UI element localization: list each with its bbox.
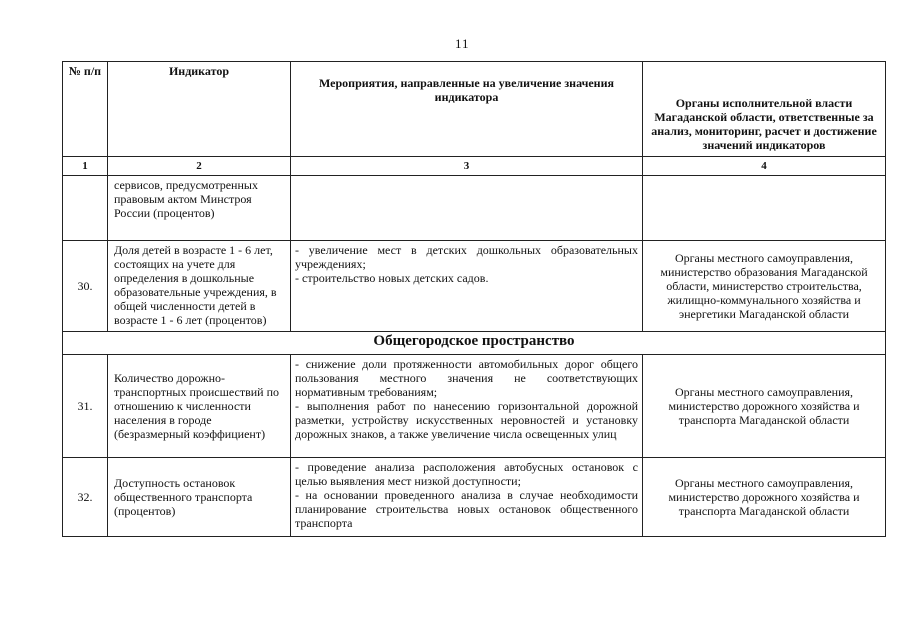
header-authorities: Органы исполнительной власти Магаданской области, ответственные за анализ, мониторинг, расчет и достижение значений индикаторов <box>643 62 886 157</box>
table-header-row <box>63 62 886 157</box>
measure-item: - на основании проведенного анализа в случае необходимости планирование строительства новых остановок общественного транспорта <box>295 488 638 530</box>
header-measures: Мероприятия, направленные на увеличение значения индикатора <box>291 62 643 157</box>
authorities-cell: Органы местного самоуправления, министерство дорожного хозяйства и транспорта Магаданской области <box>643 355 886 458</box>
table-row-31 <box>63 355 886 458</box>
column-number: 4 <box>643 157 886 176</box>
row-number: 31. <box>63 355 108 458</box>
column-number: 2 <box>108 157 291 176</box>
measure-item: - строительство новых детских садов. <box>295 271 489 285</box>
measure-item: - проведение анализа расположения автобусных остановок с целью выявления мест низкой доступности; <box>295 460 638 488</box>
indicator-cell: Доступность остановок общественного транспорта (процентов) <box>108 458 291 537</box>
column-number: 3 <box>291 157 643 176</box>
header-indicator: Индикатор <box>108 62 291 157</box>
row-number: 30. <box>63 241 108 332</box>
row-number: 32. <box>63 458 108 537</box>
header-num: № п/п <box>63 62 108 157</box>
measures-cell <box>291 355 643 458</box>
measures-cell <box>291 241 643 332</box>
authorities-cell: Органы местного самоуправления, министерство дорожного хозяйства и транспорта Магаданской области <box>643 458 886 537</box>
indicators-table <box>62 61 886 537</box>
measure-item: - выполнения работ по нанесению горизонтальной дорожной разметки, устройству искусственных неровностей и установку дорожных знаков, а также увеличение числа освещенных улиц <box>295 399 638 441</box>
measure-item: - увеличение мест в детских дошкольных образовательных учреждениях; <box>295 243 638 271</box>
column-number: 1 <box>63 157 108 176</box>
table-row-32 <box>63 458 886 537</box>
section-row <box>63 332 886 355</box>
authorities-cell: Органы местного самоуправления, министерство образования Магаданской области, министерство строительства, жилищно-коммунального хозяйства и энергетики Магаданской области <box>643 241 886 332</box>
table-row-30 <box>63 241 886 332</box>
indicator-cell: Доля детей в возрасте 1 - 6 лет, состоящих на учете для определения в дошкольные образовательные учреждения, в общей численности детей в возрасте 1 - 6 лет (процентов) <box>108 241 291 332</box>
measure-item: - снижение доли протяженности автомобильных дорог общего пользования местного значения не соответствующих нормативным требованиям; <box>295 357 638 399</box>
row-num-cell <box>63 176 108 241</box>
page-number: 11 <box>455 36 470 51</box>
authorities-cell <box>643 176 886 241</box>
measures-cell <box>291 176 643 241</box>
section-title: Общегородское пространство <box>63 332 886 355</box>
column-numbers-row <box>63 157 886 176</box>
indicator-cell: сервисов, предусмотренных правовым актом Минстроя России (процентов) <box>108 176 291 241</box>
indicator-cell: Количество дорожно-транспортных происшествий по отношению к численности населения в городе (безразмерный коэффициент) <box>108 355 291 458</box>
measures-cell <box>291 458 643 537</box>
table-row-continuation <box>63 176 886 241</box>
